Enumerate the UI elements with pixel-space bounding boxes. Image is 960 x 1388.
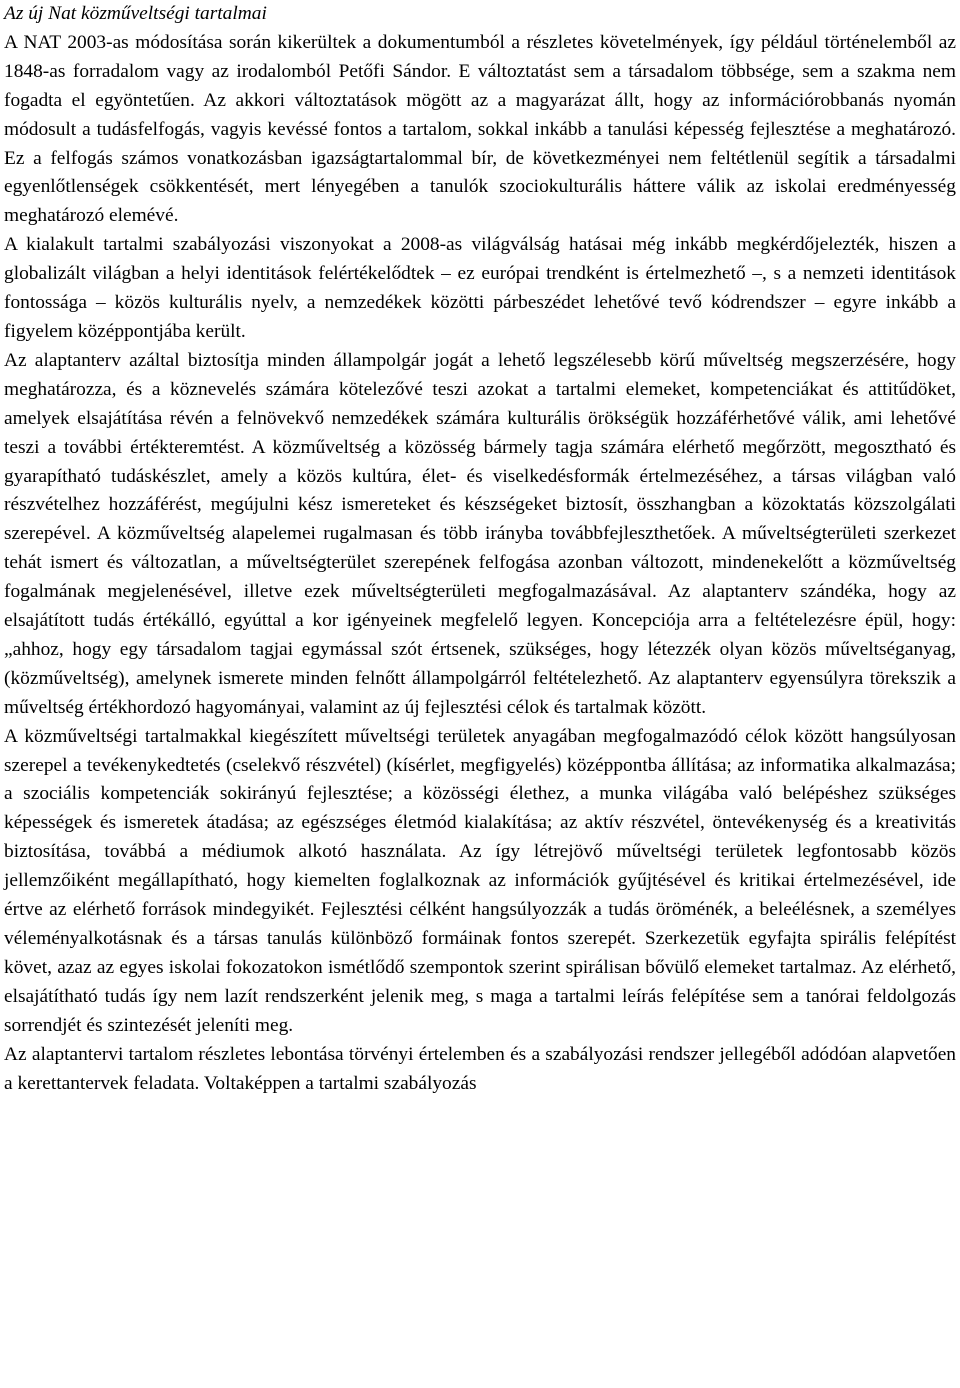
section-title: Az új Nat közműveltségi tartalmai (4, 3, 267, 24)
paragraph-public-culture: Az alaptanterv azáltal biztosítja minden állampolgár jogát a lehető legszélesebb körű műveltség megszerzésére, hogy meghatározza, és a köznevelés számára kötelezővé teszi azokat a tartalmi elemeket, kompetenciákat és attitűdöket, amelyek elsajátítása révén a felnövekvő nemzedékek számára kulturális örökségük hozzáférhetővé válik, ami lehetővé teszi a további értékteremtést. A közműveltség a közösség bármely tagja számára elérhető megőrzött, megosztható és gyarapítható tudáskészlet, amely a közös kultúra, élet- és viselkedésformák értelmezéséhez, a társas világban való részvételhez hozzáférést, megújulni kész ismereteket és készségeket biztosít, összhangban a közoktatás közszolgálati szerepével. A közműveltség alapelemei rugalmasan és több irányba továbbfejleszthetőek. A műveltségterületi szerkezet tehát ismert és változatlan, a műveltségterület szerepének felfogása azonban változott, mindenekelőtt a közműveltség fogalmának megjelenésével, illetve ezek műveltségterületi megfogalmazásával. Az alaptanterv szándéka, hogy az elsajátított tudás értékálló, egyúttal a kor igényeinek megfelelő legyen. Koncepciója arra a feltételezésre épül, hogy: „ahhoz, hogy egy társadalom tagjai egymással szót értsenek, szükséges, hogy létezzék olyan közös műveltséganyag, (közműveltség), amelynek ismerete minden felnőtt állampolgárról feltételezhető. Az alaptanterv egyensúlyra törekszik a műveltség értékhordozó hagyományai, valamint az új fejlesztési célok és tartalmak között. (4, 349, 956, 718)
paragraph-nat-2003: A NAT 2003-as módosítása során kikerültek a dokumentumból a részletes követelmények, így például történelemből az 1848-as forradalom vagy az irodalomból Petőfi Sándor. E változtatást sem a társadalom többsége, sem a szakma nem fogadta el egyöntetűen. Az akkori változtatások mögött az a magyarázat állt, hogy az információrobbanás nyomán módosult a tudásfelfogás, vagyis kevéssé fontos a tartalom, sokkal inkább a tanulási képesség fejlesztése a meghatározó. Ez a felfogás számos vonatkozásban igazságtartalommal bír, de következményei nem feltétlenül segítik a társadalmi egyenlőtlenségek csökkentését, mert lényegében a tanulók szociokulturális háttere válik az iskolai eredményesség meghatározó elemévé. (4, 31, 956, 227)
paragraph-world-crisis: A kialakult tartalmi szabályozási viszonyokat a 2008-as világválság hatásai még inkább megkérdőjelezték, hiszen a globalizált világban a helyi identitások felértékelődtek – ez európai trendként is értelmezhető –, s a nemzeti identitások fontossága – közös kulturális nyelv, a nemzedékek közötti párbeszédet lehetővé tevő kódrendszer – egyre inkább a figyelem középpontjába került. (4, 234, 956, 342)
paragraph-subject-areas: A közműveltségi tartalmakkal kiegészített műveltségi területek anyagában megfogalmazódó célok között hangsúlyosan szerepel a tevékenykedtetés (cselekvő részvétel) (kísérlet, megfigyelés) középpontba állítása; az informatika alkalmazása; a szociális kompetenciák sokirányú fejlesztése; a közösségi élethez, a munka világába való belépéshez szükséges képességek és ismeretek átadása; az egészséges életmód kialakítása; az aktív részvétel, öntevékenység és a kreativitás biztosítása, továbbá a médiumok alkotó használata. Az így létrejövő műveltségi területek legfontosabb közös jellemzőiként megállapítható, hogy kiemelten foglalkoznak az információk gyűjtésével és kritikai értelmezésével, ide értve az elérhető források mindegyikét. Fejlesztési célként hangsúlyozzák a tudás öröménék, a beleélésnek, a személyes véleményalkotásnak és a társas tanulás különböző formáinak fontos szerepét. Szerkezetük egyfajta spirális felépítést követ, azaz az egyes iskolai fokozatokon ismétlődő szempontok szerint spirálisan bővülő elemeket tartalmaz. Az elérhető, elsajátítható tudás így nem lazít rendszerként jelenik meg, s maga a tartalmi leírás felépítése sem a tanórai feldolgozás sorrendjét és szintezését jeleníti meg. (4, 725, 956, 1036)
paragraph-framework-curricula: Az alaptantervi tartalom részletes lebontása törvényi értelemben és a szabályozási rendszer jellegéből adódóan alapvetően a kerettantervek feladata. Voltaképpen a tartalmi szabályozás (4, 1043, 956, 1094)
